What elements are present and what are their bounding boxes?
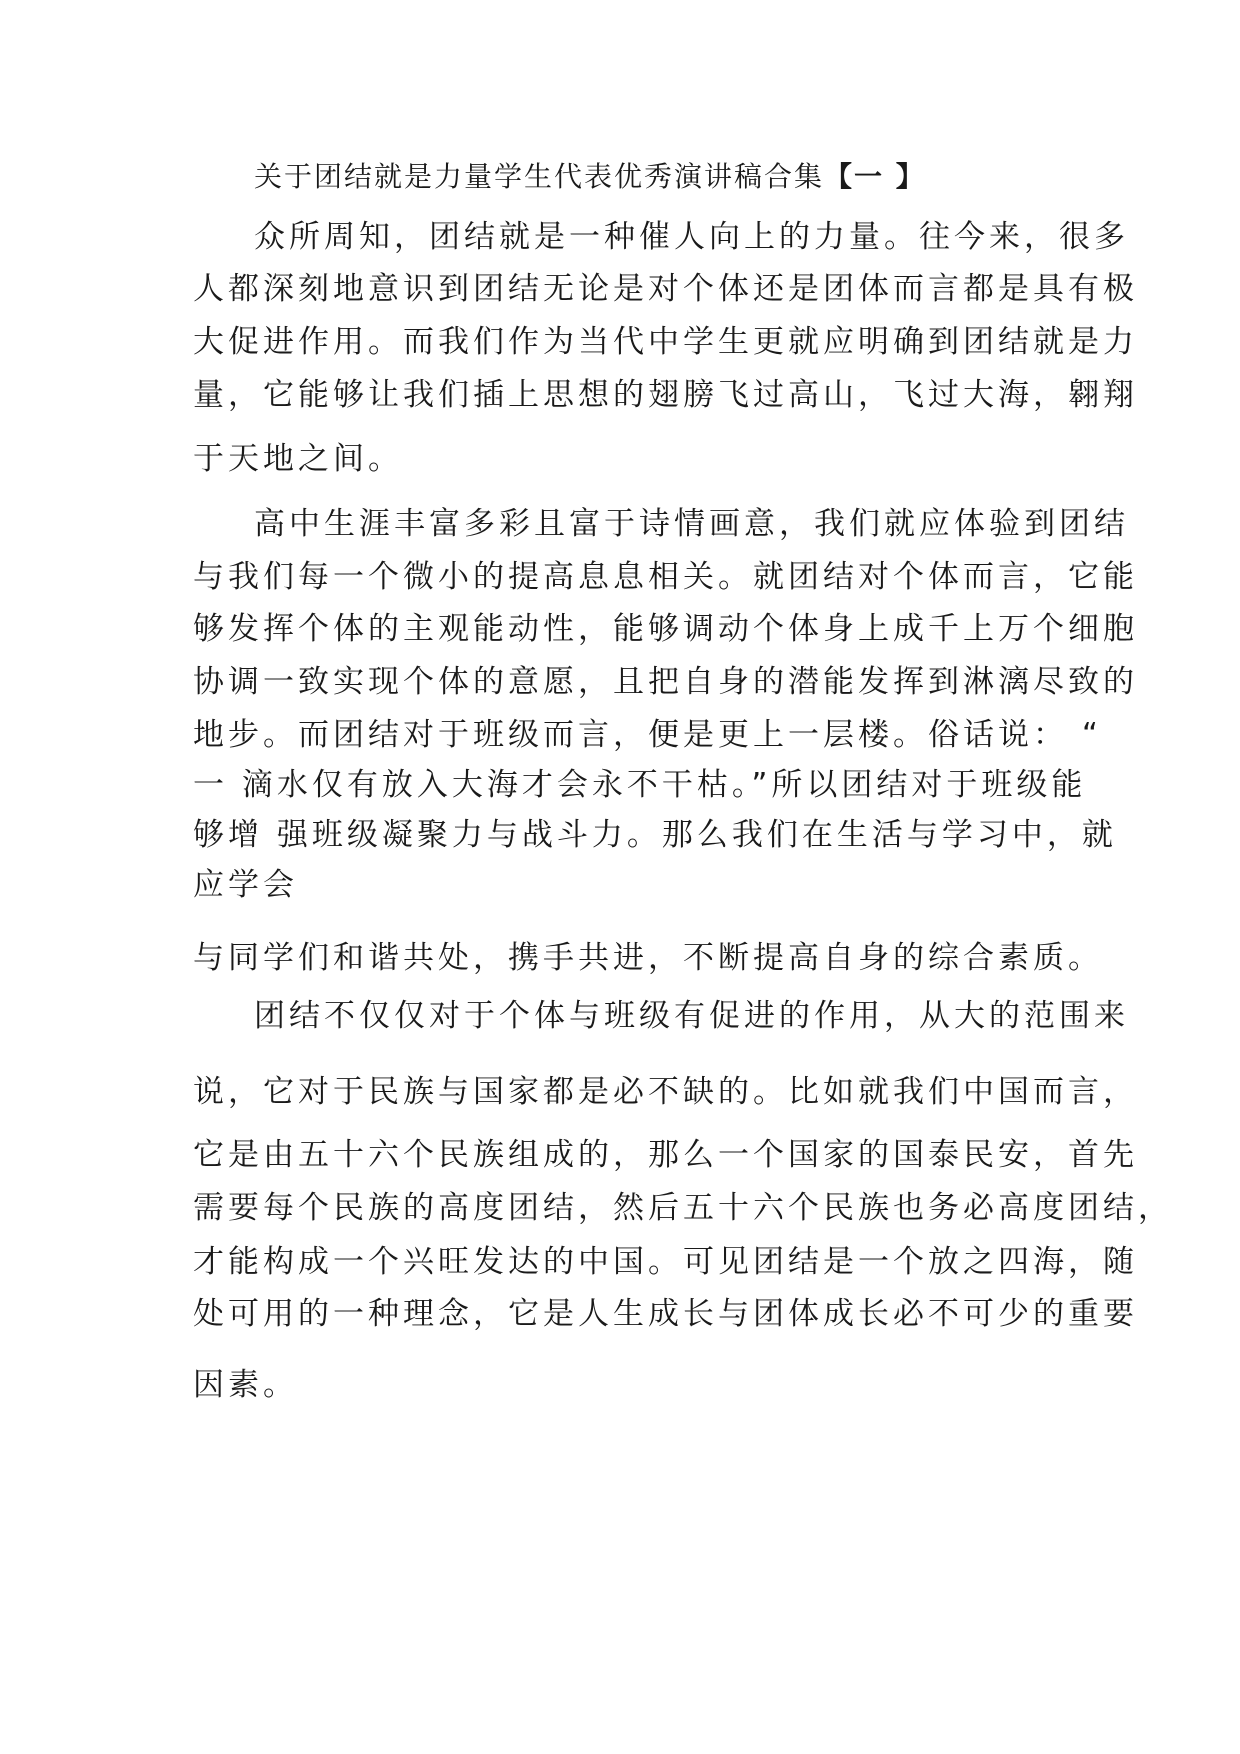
text-line: 它是由五十六个民族组成的，那么一个国家的国泰民安，首先 xyxy=(193,1137,1138,1173)
text-line: 协调一致实现个体的意愿，且把自身的潜能发挥到淋漓尽致的 xyxy=(193,664,1138,700)
text-line: 一 滴水仅有放入大海才会永不干枯。”所以团结对于班级能 xyxy=(193,767,1087,803)
text-line: 团结不仅仅对于个体与班级有促进的作用，从大的范围来 xyxy=(254,998,1129,1034)
text-line: 与我们每一个微小的提高息息相关。就团结对个体而言，它能 xyxy=(193,559,1138,595)
text-line: 与同学们和谐共处，携手共进，不断提高自身的综合素质。 xyxy=(193,940,1103,976)
text-line: 说，它对于民族与国家都是必不缺的。比如就我们中国而言， xyxy=(193,1074,1138,1110)
text-line: 才能构成一个兴旺发达的中国。可见团结是一个放之四海，随 xyxy=(193,1244,1138,1280)
document-title xyxy=(254,157,926,197)
text-line: 大促进作用。而我们作为当代中学生更就应明确到团结就是力 xyxy=(193,324,1138,360)
text-line: 人都深刻地意识到团结无论是对个体还是团体而言都是具有极 xyxy=(193,271,1138,307)
text-line: 高中生涯丰富多彩且富于诗情画意，我们就应体验到团结 xyxy=(254,506,1129,542)
text-line: 够增 强班级凝聚力与战斗力。那么我们在生活与学习中，就 xyxy=(193,817,1117,853)
text-line: 众所周知，团结就是一种催人向上的力量。往今来，很多 xyxy=(254,219,1129,255)
text-line: 地步。而团结对于班级而言，便是更上一层楼。俗话说： “ xyxy=(193,717,1102,753)
text-line: 因素。 xyxy=(193,1367,298,1403)
title-text: 关于团结就是力量学生代表优秀演讲稿合集 xyxy=(254,160,825,193)
text-line: 于天地之间。 xyxy=(193,441,403,477)
text-line: 处可用的一种理念，它是人生成长与团体成长必不可少的重要 xyxy=(193,1296,1138,1332)
text-line: 需要每个民族的高度团结，然后五十六个民族也务必高度团结， xyxy=(193,1190,1173,1226)
text-line: 够发挥个体的主观能动性，能够调动个体身上成千上万个细胞 xyxy=(193,611,1138,647)
text-line: 应学会 xyxy=(193,867,298,903)
text-line: 量，它能够让我们插上思想的翅膀飞过高山，飞过大海，翱翔 xyxy=(193,377,1138,413)
title-suffix: 【一 】 xyxy=(824,160,926,193)
